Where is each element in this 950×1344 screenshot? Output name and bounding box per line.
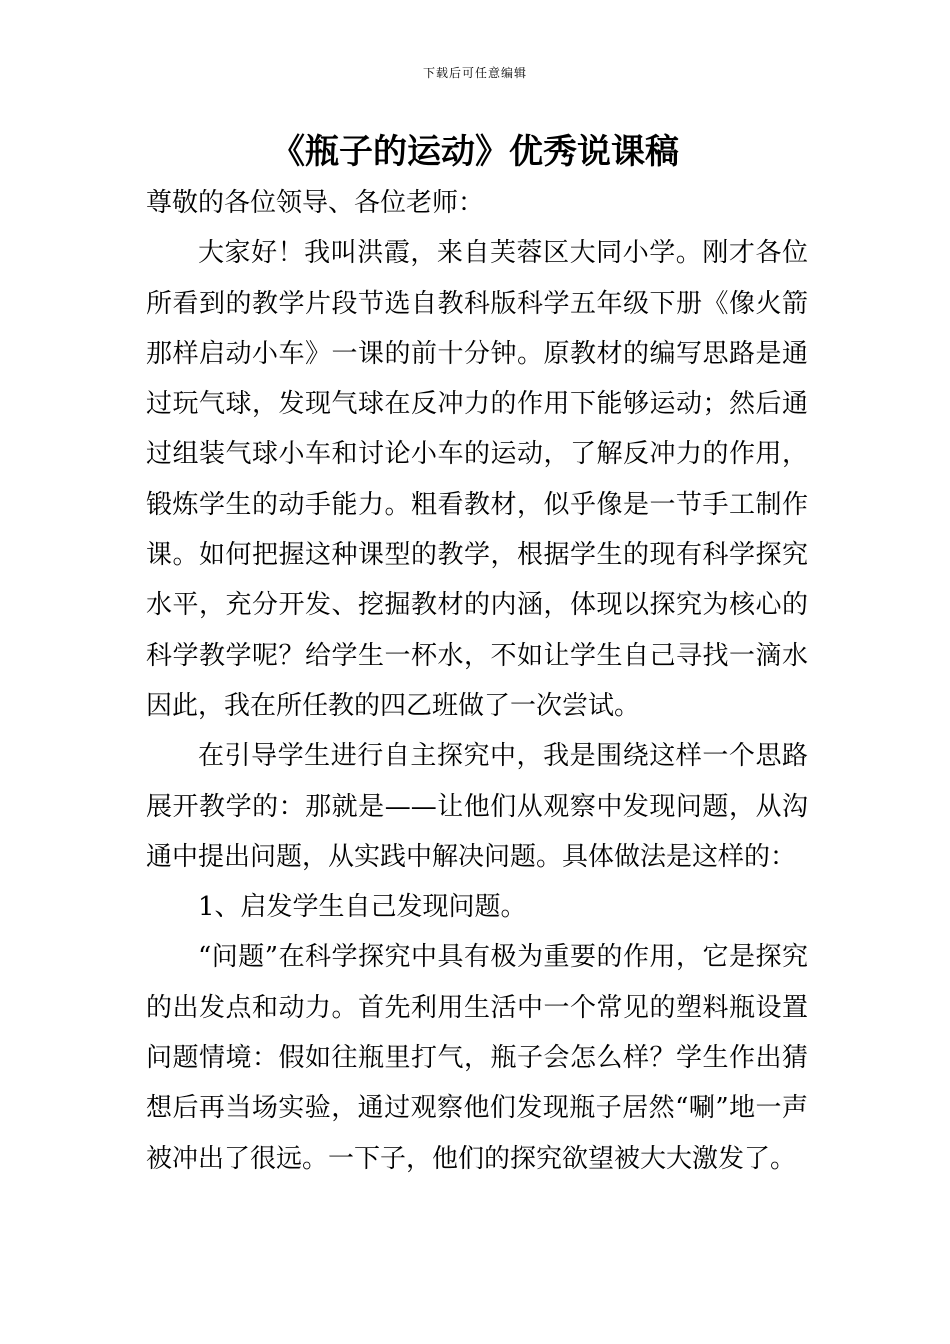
header-note: 下载后可任意编辑	[422, 66, 527, 80]
paragraph-intro: 大家好！我叫洪霞，来自芙蓉区大同小学。刚才各位所看到的教学片段节选自教科版科学五年级下册《像火箭那样启动小车》一课的前十分钟。原教材的编写思路是通过玩气球，发现气球在反冲力的作用下能够运动；然后通过组装气球小车和讨论小车的运动，了解反冲力的作用，锻炼学生的动手能力。粗看教材，似乎像是一节手工制作课。如何把握这种课型的教学，根据学生的现有科学探究水平，充分开发、挖掘教材的内涵，体现以探究为核心的科学教学呢？给学生一杯水，不如让学生自己寻找一滴水因此，我在所任教的四乙班做了一次尝试。	[146, 238, 808, 721]
list-item-1: 1、启发学生自己发现问题。	[198, 892, 527, 923]
paragraph-approach: 在引导学生进行自主探究中，我是围绕这样一个思路展开教学的：那就是——让他们从观察中发现问题，从沟通中提出问题，从实践中解决问题。具体做法是这样的：	[146, 741, 808, 872]
document-body	[146, 178, 808, 1184]
document-title: 《瓶子的运动》优秀说课稿	[271, 132, 679, 172]
paragraph-problem: “问题”在科学探究中具有极为重要的作用，它是探究的出发点和动力。首先利用生活中一个常见的塑料瓶设置问题情境：假如往瓶里打气，瓶子会怎么样？学生作出猜想后再当场实验，通过观察他们发现瓶子居然“唰”地一声被冲出了很远。一下子，他们的探究欲望被大大激发了。	[146, 942, 808, 1174]
greeting-line: 尊敬的各位领导、各位老师：	[146, 188, 485, 218]
